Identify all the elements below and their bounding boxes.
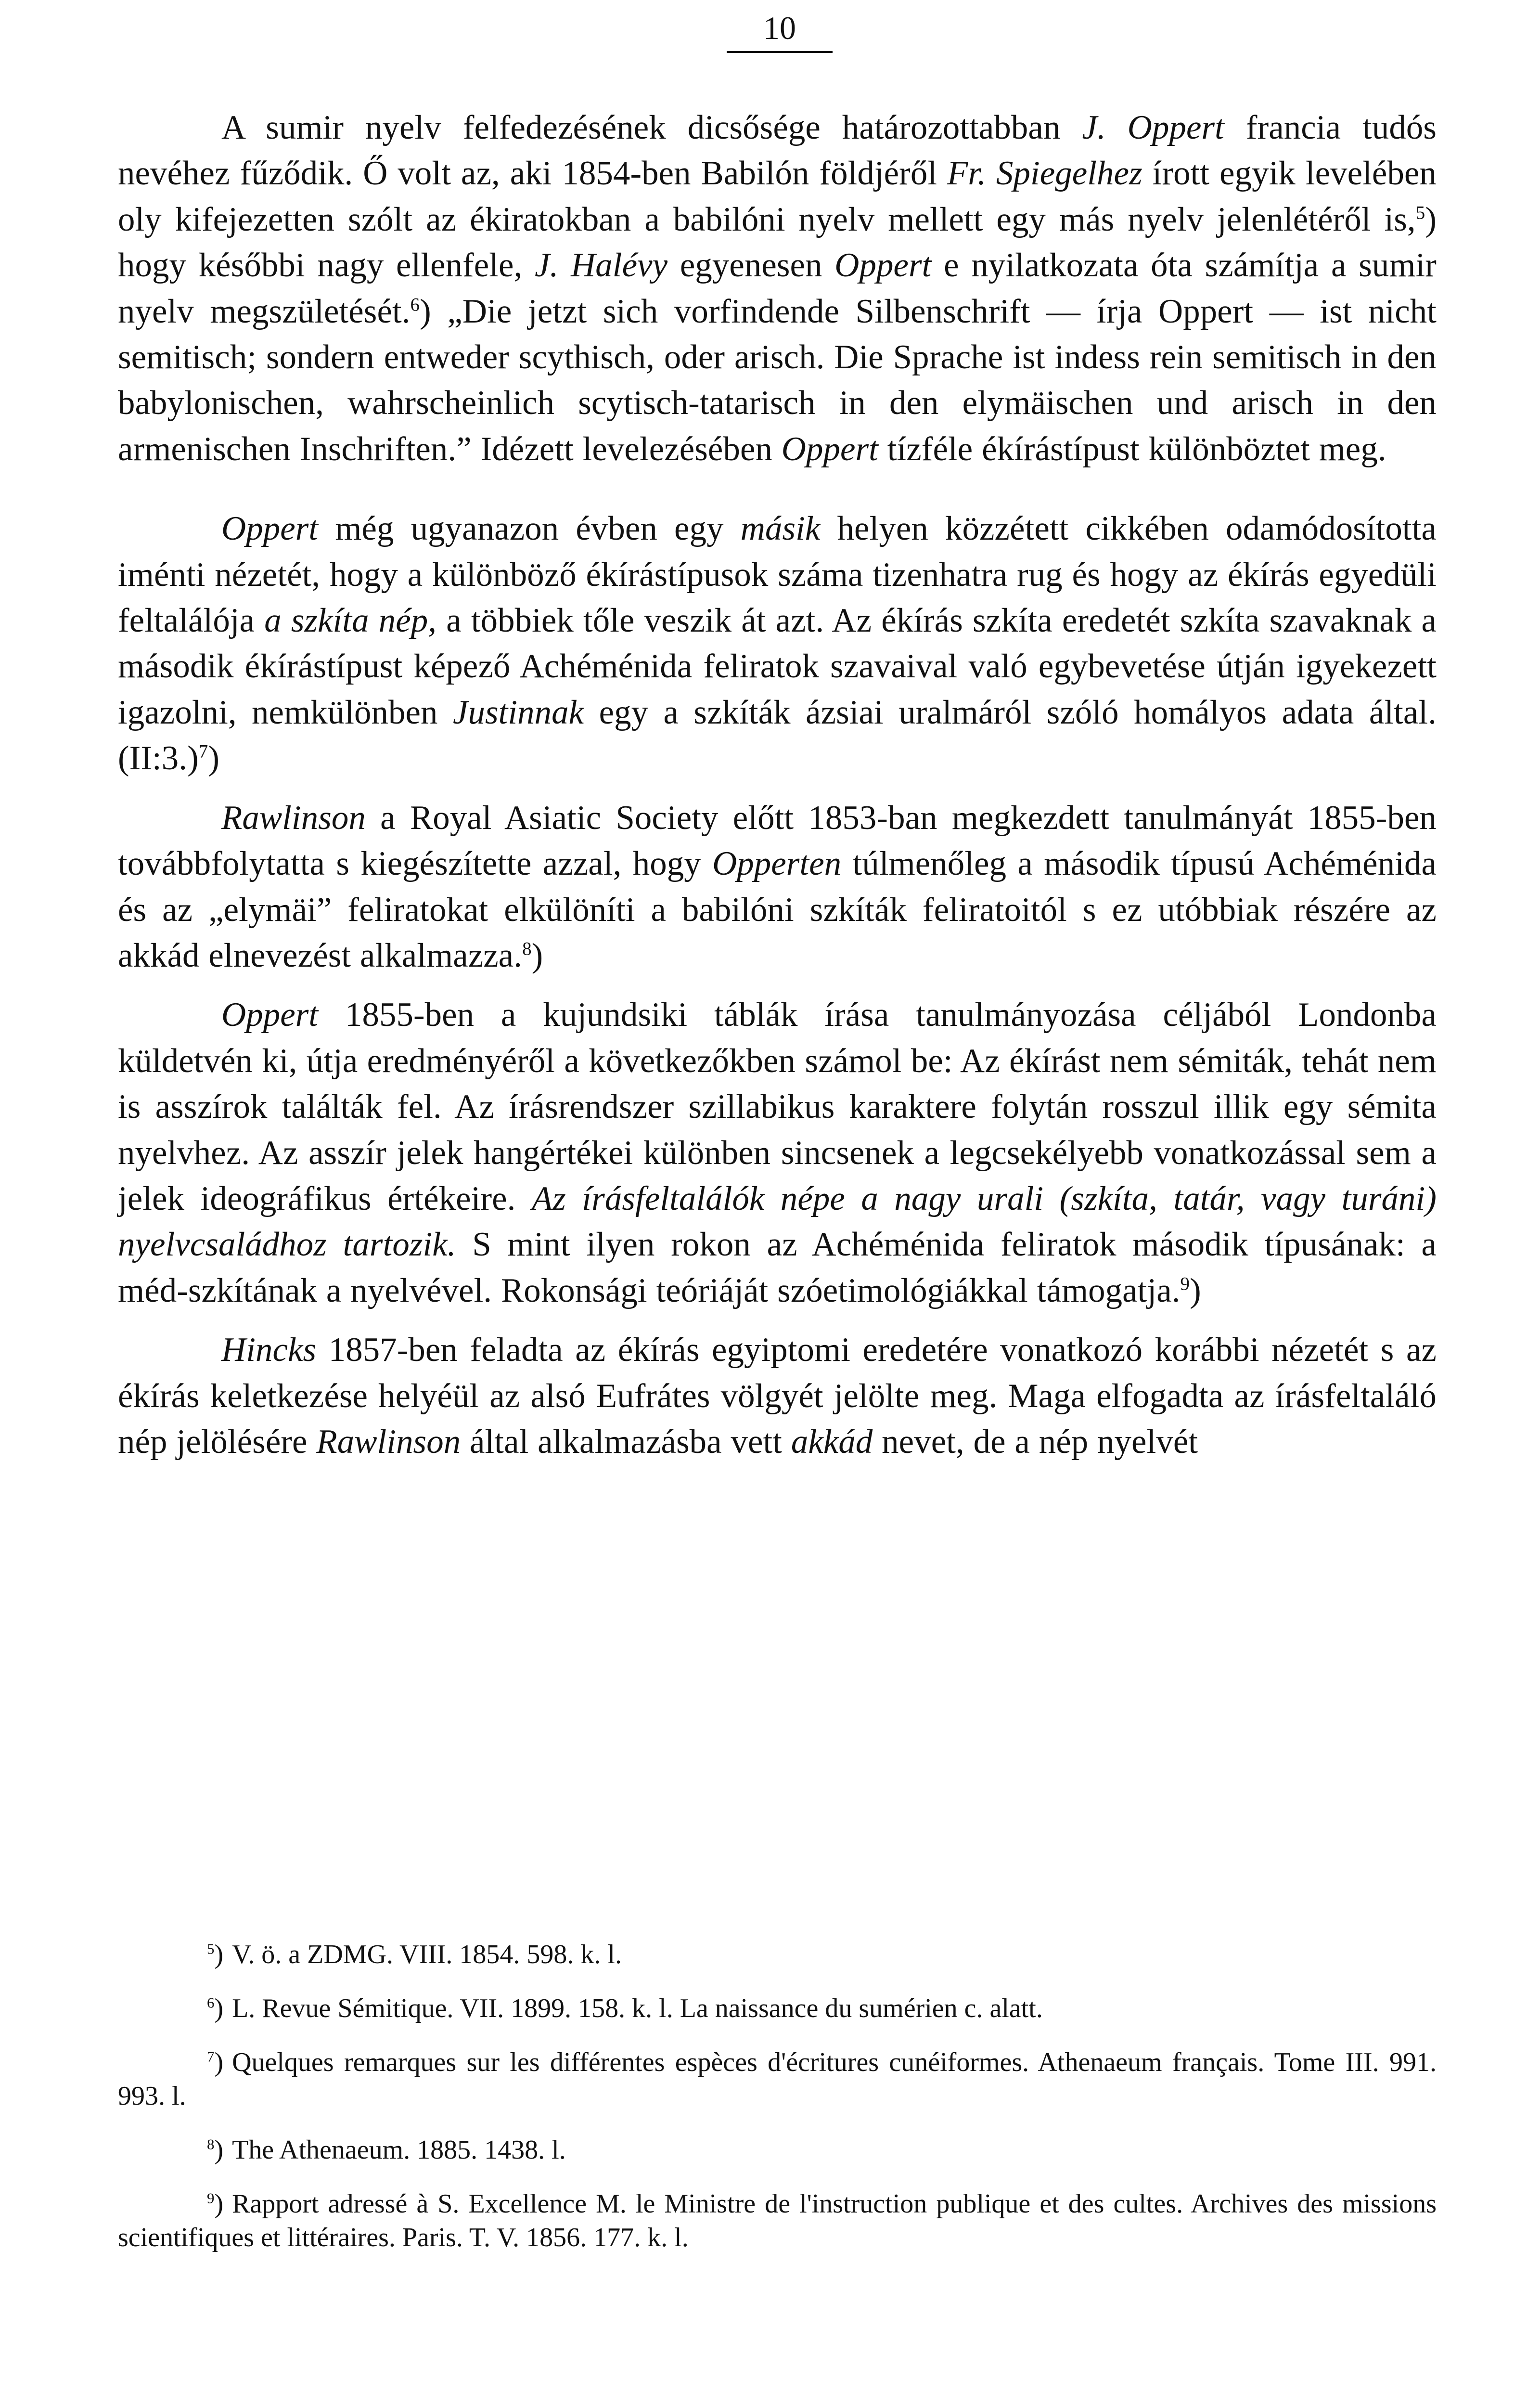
footnote-text: L. Revue Sémitique. VII. 1899. 158. k. l. La naissance du sumérien c. alatt. xyxy=(232,1993,1043,2023)
footnote-number: 8 xyxy=(207,2136,215,2153)
footnote-reference: 5 xyxy=(1415,202,1425,223)
footnote-number: 6 xyxy=(207,1994,215,2011)
text-segment: 1855-ben a kujundsiki táblák írása tanulmányozása céljából Londonba küldetvén ki, útja eredményéről a következőkben számol be: Az ékírást nem sémiták, tehát nem is asszírok találták fel. Az írásrendszer szillabikus karaktere folytán rosszul illik egy sémita nyelvhez. Az asszír jelek hangértékei különben sincsenek a legcsekélyebb vonatkozással sem a jelek ideográfikus értékeire. xyxy=(118,996,1437,1217)
italic-text: Fr. Spiegelhez xyxy=(947,155,1142,193)
italic-text: J. Halévy xyxy=(535,246,668,285)
italic-text: Oppert xyxy=(221,996,319,1034)
footnote-parenthesis: ) xyxy=(214,2047,224,2077)
text-segment: a Royal Asiatic Society előtt 1853-ban megkezdett tanulmányát 1855-ben továbbfolytatta s kiegészítette azzal, hogy xyxy=(118,799,1437,883)
text-segment: francia tudós nevéhez fűződik. Ő volt az, aki 1854-ben Babilón földjéről xyxy=(118,109,1437,193)
italic-text: a szkíta nép, xyxy=(264,602,437,640)
text-segment: e nyilatkozata óta számítja a sumir nyelv megszületését. xyxy=(118,246,1437,330)
italic-text: másik xyxy=(740,510,821,548)
page-number: 10 xyxy=(727,9,833,53)
footnote-text: V. ö. a ZDMG. VIII. 1854. 598. k. l. xyxy=(232,1940,622,1969)
footnote-text: Rapport adressé à S. Excellence M. le Ministre de l'instruction publique et des cultes. Archives des missions scientifiques et littéraires. Paris. T. V. 1856. 177. k. l. xyxy=(118,2189,1437,2252)
footnote xyxy=(118,2187,1437,2254)
paragraph-3 xyxy=(118,795,1437,979)
italic-text: Oppert xyxy=(834,246,932,285)
paragraph-4 xyxy=(118,992,1437,1314)
footnote-marker xyxy=(207,2133,223,2167)
footnote-parenthesis: ) xyxy=(214,2189,224,2219)
text-segment: túlmenőleg a második típusú Achéménida és az „elymäi” feliratokat elkülöníti a babilóni szkíták feliratoitól s ez utóbbiak részére az akkád elnevezést alkalmazza. xyxy=(118,845,1437,974)
text-segment: helyen közzétett cikkében odamódosította iménti nézetét, hogy a különböző ékírástípusok száma tizenhatra rug és hogy az ékírás egyedüli feltalálója xyxy=(118,510,1437,640)
italic-text: Justinnak xyxy=(452,693,584,731)
italic-text: Rawlinson xyxy=(221,799,366,837)
footnote-parenthesis: ) xyxy=(214,1940,224,1969)
text-segment: még ugyanazon évben egy xyxy=(318,510,741,548)
paragraph-2 xyxy=(118,506,1437,781)
paragraph-1 xyxy=(118,105,1437,472)
text-segment: egyenesen xyxy=(667,246,835,285)
footnote-number: 7 xyxy=(207,2048,215,2065)
italic-text: J. Oppert xyxy=(1082,109,1224,146)
italic-text: Opperten xyxy=(712,845,842,883)
footnote-reference: 7 xyxy=(198,741,208,762)
footnote-number: 9 xyxy=(207,2190,215,2207)
footnote-marker xyxy=(207,2187,223,2221)
footnote-parenthesis: ) xyxy=(214,1993,224,2023)
text-segment: egy a szkíták ázsiai uralmáról szóló homályos adata által.(II:3.) xyxy=(118,693,1437,777)
italic-text: Rawlinson xyxy=(316,1423,461,1461)
text-segment: S mint ilyen rokon az Achéménida feliratok második típusának: a méd-szkítának a nyelvével. Rokonsági teóriáját szóetimológiákkal támogatja. xyxy=(118,1226,1437,1309)
footnote-number: 5 xyxy=(207,1941,215,1957)
text-segment: a többiek tőle veszik át azt. Az ékírás szkíta eredetét szkíta szavaknak a második ékírástípust képező Achéménida feliratok szavaival való egybevetése útján igyekezett igazolni, nemkülönben xyxy=(118,602,1437,731)
footnote-marker xyxy=(207,1992,223,2025)
text-segment: ) xyxy=(208,739,220,777)
paragraph-5 xyxy=(118,1327,1437,1465)
text-segment: ) xyxy=(1190,1271,1201,1309)
text-segment: nevet, de a nép nyelvét xyxy=(873,1423,1198,1461)
text-segment: írott egyik levelében oly kifejezetten szólt az ékiratokban a babilóni nyelv mellett egy más nyelv jelenlétéről is, xyxy=(118,155,1437,238)
italic-text: Oppert xyxy=(221,510,319,548)
footnote-marker xyxy=(207,2045,223,2079)
footnote xyxy=(118,1992,1437,2025)
italic-text: Hincks xyxy=(221,1331,317,1369)
italic-text: Oppert xyxy=(781,430,878,468)
text-segment: ) hogy későbbi nagy ellenfele, xyxy=(118,200,1437,285)
footnote-reference: 9 xyxy=(1180,1273,1190,1294)
footnote-text: The Athenaeum. 1885. 1438. l. xyxy=(232,2135,566,2165)
footnote xyxy=(118,2133,1437,2167)
italic-text: akkád xyxy=(791,1423,873,1461)
text-segment: ) „Die jetzt sich vorfindende Silbenschrift — írja Oppert — ist nicht semitisch; sondern entweder scythisch, oder arisch. Die Sprache ist indess rein semitisch in den babylonischen, wahrscheinlich scytisch-tatarisch in den elymäischen und arisch in den armenischen Inschriften.” Idézett levelezésében xyxy=(118,292,1437,468)
footnote-marker xyxy=(207,1938,223,1971)
footnote-reference: 8 xyxy=(522,938,532,959)
main-text xyxy=(118,105,1437,1465)
text-segment: A sumir nyelv felfedezésének dicsősége határozottabban xyxy=(221,109,1082,146)
footnotes xyxy=(118,1938,1437,2275)
text-segment: által alkalmazásba vett xyxy=(461,1423,791,1461)
text-segment: ) xyxy=(531,936,543,974)
text-segment: 1857-ben feladta az ékírás egyiptomi eredetére vonatkozó korábbi nézetét s az ékírás keletkezése helyéül az alsó Eufrátes völgyét jelölte meg. Maga elfogadta az írásfeltaláló nép jelölésére xyxy=(118,1331,1437,1461)
footnote-reference: 6 xyxy=(410,294,420,315)
footnote-parenthesis: ) xyxy=(214,2135,224,2165)
footnote xyxy=(118,1938,1437,1971)
italic-text: Az írásfeltalálók népe a nagy urali (szkíta, tatár, vagy turáni) nyelvcsaládhoz tartozik. xyxy=(118,1179,1437,1264)
footnote xyxy=(118,2045,1437,2113)
footnote-text: Quelques remarques sur les différentes espèces d'écritures cunéiformes. Athenaeum français. Tome III. 991. 993. l. xyxy=(118,2047,1437,2111)
text-segment: tízféle ékírástípust különböztet meg. xyxy=(878,430,1386,468)
